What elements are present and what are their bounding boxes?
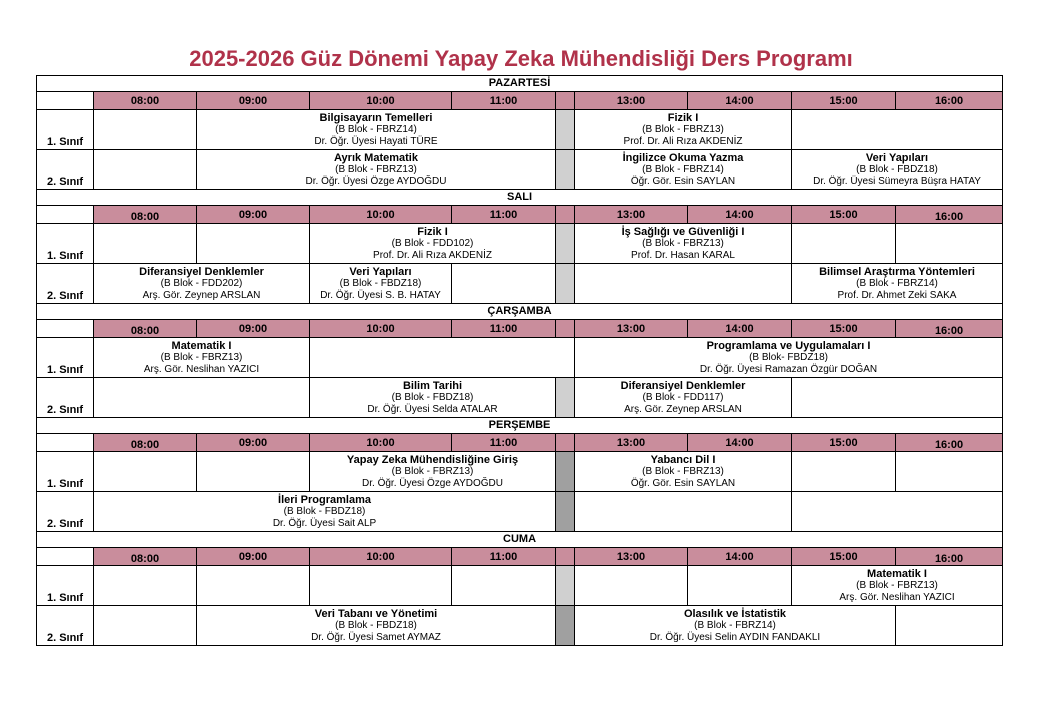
course-teacher: Öğr. Gör. Esin SAYLAN [630, 175, 736, 187]
hour-1100: 11:00 [452, 206, 556, 224]
course-teacher: Dr. Öğr. Üyesi Özge AYDOĞDU [305, 175, 447, 187]
hour-1500: 15:00 [792, 320, 896, 338]
class-label: 1. Sınıf [37, 338, 94, 378]
course-name: Diferansiyel Denklemler [139, 265, 264, 278]
course-room: (B Blok - FBRZ13) [642, 465, 724, 477]
course-name: Bilgisayarın Temelleri [319, 111, 433, 124]
lunch-gap [556, 434, 575, 452]
course-cell [310, 224, 556, 264]
class-label: 1. Sınıf [37, 110, 94, 150]
course-teacher: Arş. Gör. Neslihan YAZICI [839, 591, 955, 603]
hour-1100: 11:00 [452, 92, 556, 110]
course-cell [575, 224, 792, 264]
course-cell [792, 566, 1003, 606]
course-teacher: Arş. Gör. Zeynep ARSLAN [142, 289, 261, 301]
schedule-table [36, 75, 1003, 646]
class-label: 1. Sınıf [37, 452, 94, 492]
hour-1500: 15:00 [792, 548, 896, 566]
course-name: İleri Programlama [278, 493, 371, 506]
hour-1600: 16:00 [896, 92, 1003, 110]
course-cell [575, 452, 792, 492]
hour-1400: 14:00 [688, 434, 792, 452]
hour-0800: 08:00 [94, 206, 197, 224]
hour-1400: 14:00 [688, 320, 792, 338]
course-teacher: Prof. Dr. Ali Rıza AKDENİZ [373, 249, 492, 261]
hour-1400: 14:00 [688, 548, 792, 566]
course-room: (B Blok - FBRZ14) [335, 123, 417, 135]
class-label: 2. Sınıf [37, 264, 94, 304]
course-cell [575, 150, 792, 190]
hour-1000: 10:00 [310, 320, 452, 338]
hour-1000: 10:00 [310, 206, 452, 224]
course-teacher: Öğr. Gör. Esin SAYLAN [630, 477, 736, 489]
hour-1300: 13:00 [575, 548, 688, 566]
course-name: Bilim Tarihi [402, 379, 463, 392]
hour-0800: 08:00 [94, 548, 197, 566]
course-cell [197, 150, 556, 190]
course-room: (B Blok - FBDZ18) [335, 619, 417, 631]
hour-0900: 09:00 [197, 92, 310, 110]
day-header-wednesday: ÇARŞAMBA [37, 304, 1003, 320]
course-teacher: Dr. Öğr. Üyesi Sümeyra Büşra HATAY [813, 175, 981, 187]
lunch-gap [556, 206, 575, 224]
course-room: (B Blok - FBDZ18) [856, 163, 938, 175]
course-teacher: Dr. Öğr. Üyesi Selda ATALAR [367, 403, 498, 415]
course-name: Matematik I [867, 567, 927, 580]
hour-1100: 11:00 [452, 320, 556, 338]
course-room: (B Blok - FBRZ13) [335, 163, 417, 175]
course-cell [197, 110, 556, 150]
course-room: (B Blok - FBRZ14) [642, 163, 724, 175]
hour-0900: 09:00 [197, 206, 310, 224]
course-teacher: Dr. Öğr. Üyesi Samet AYMAZ [311, 631, 441, 643]
course-room: (B Blok - FDD117) [642, 391, 724, 403]
lunch-gap [556, 92, 575, 110]
course-name: Olasılık ve İstatistik [683, 607, 787, 620]
day-header-thursday: PERŞEMBE [37, 418, 1003, 434]
course-room: (B Blok - FBDZ18) [339, 277, 422, 289]
hour-0800: 08:00 [94, 320, 197, 338]
course-name: Diferansiyel Denklemler [620, 379, 746, 392]
course-room: (B Blok - FBRZ14) [856, 277, 938, 289]
hour-1000: 10:00 [310, 548, 452, 566]
hour-1100: 11:00 [452, 434, 556, 452]
course-name: İngilizce Okuma Yazma [622, 151, 744, 164]
hour-1400: 14:00 [688, 92, 792, 110]
class-label: 2. Sınıf [37, 606, 94, 646]
course-room: (B Blok - FBRZ13) [856, 579, 938, 591]
course-room: (B Blok - FBRZ13) [391, 465, 474, 477]
class-label: 2. Sınıf [37, 492, 94, 532]
course-room: (B Blok- FBDZ18) [749, 351, 828, 363]
hour-1100: 11:00 [452, 548, 556, 566]
course-name: Bilimsel Araştırma Yöntemleri [819, 265, 975, 278]
hour-1300: 13:00 [575, 206, 688, 224]
course-cell [310, 264, 452, 304]
hour-0900: 09:00 [197, 434, 310, 452]
course-teacher: Arş. Gör. Zeynep ARSLAN [624, 403, 742, 415]
course-room: (B Blok - FBRZ14) [694, 619, 776, 631]
lunch-gap [556, 320, 575, 338]
hour-1600: 16:00 [896, 434, 1003, 452]
course-cell [575, 378, 792, 418]
course-name: Fizik I [667, 111, 699, 124]
course-name: Yabancı Dil I [650, 453, 716, 466]
course-room: (B Blok - FBRZ13) [642, 123, 724, 135]
course-cell [310, 452, 556, 492]
hour-1000: 10:00 [310, 92, 452, 110]
course-name: Ayrık Matematik [334, 151, 418, 164]
course-name: Veri Tabanı ve Yönetimi [314, 607, 438, 620]
hour-0800: 08:00 [94, 92, 197, 110]
course-room: (B Blok - FDD102) [391, 237, 474, 249]
class-label: 2. Sınıf [37, 150, 94, 190]
hour-0800: 08:00 [94, 434, 197, 452]
course-cell [310, 378, 556, 418]
course-teacher: Prof. Dr. Ali Rıza AKDENİZ [623, 135, 743, 147]
course-room: (B Blok - FDD202) [160, 277, 243, 289]
course-teacher: Prof. Dr. Ahmet Zeki SAKA [837, 289, 957, 301]
course-name: Matematik I [171, 339, 232, 352]
class-label: 1. Sınıf [37, 566, 94, 606]
course-teacher: Dr. Öğr. Üyesi S. B. HATAY [320, 289, 441, 301]
hour-0900: 09:00 [197, 548, 310, 566]
course-cell [792, 264, 1003, 304]
course-room: (B Blok - FBRZ13) [642, 237, 724, 249]
hour-1600: 16:00 [896, 548, 1003, 566]
hour-1500: 15:00 [792, 206, 896, 224]
course-room: (B Blok - FBRZ13) [160, 351, 243, 363]
page-title: 2025-2026 Güz Dönemi Yapay Zeka Mühendisliği Ders Programı [189, 46, 853, 71]
course-cell [94, 492, 556, 532]
hour-1400: 14:00 [688, 206, 792, 224]
hour-1500: 15:00 [792, 92, 896, 110]
hour-1300: 13:00 [575, 92, 688, 110]
course-name: Veri Yapıları [865, 151, 929, 164]
course-teacher: Dr. Öğr. Üyesi Selin AYDIN FANDAKLI [649, 631, 821, 643]
course-cell [792, 150, 1003, 190]
course-room: (B Blok - FBDZ18) [391, 391, 474, 403]
class-label: 2. Sınıf [37, 378, 94, 418]
course-name: Veri Yapıları [349, 265, 412, 278]
course-cell [94, 264, 310, 304]
hour-1300: 13:00 [575, 320, 688, 338]
day-header-tuesday: SALI [37, 190, 1003, 206]
hour-1600: 16:00 [896, 206, 1003, 224]
course-teacher: Dr. Öğr. Üyesi Ramazan Özgür DOĞAN [699, 363, 878, 375]
course-cell [575, 338, 1003, 378]
course-name: İş Sağlığı ve Güvenliği I [621, 225, 745, 238]
hour-1000: 10:00 [310, 434, 452, 452]
day-header-friday: CUMA [37, 532, 1003, 548]
hour-0900: 09:00 [197, 320, 310, 338]
day-header-monday: PAZARTESİ [37, 76, 1003, 92]
hour-1300: 13:00 [575, 434, 688, 452]
class-label: 1. Sınıf [37, 224, 94, 264]
course-cell [575, 110, 792, 150]
lunch-gap [556, 548, 575, 566]
course-name: Programlama ve Uygulamaları I [706, 339, 871, 352]
course-name: Yapay Zeka Mühendisliğine Giriş [346, 453, 519, 466]
hour-1500: 15:00 [792, 434, 896, 452]
course-teacher: Prof. Dr. Hasan KARAL [631, 249, 735, 261]
course-teacher: Dr. Öğr. Üyesi Hayati TÜRE [314, 135, 438, 147]
course-teacher: Dr. Öğr. Üyesi Sait ALP [272, 517, 377, 529]
hour-1600: 16:00 [896, 320, 1003, 338]
course-cell [197, 606, 556, 646]
course-name: Fizik I [417, 225, 448, 238]
course-cell [575, 606, 896, 646]
course-teacher: Dr. Öğr. Üyesi Özge AYDOĞDU [362, 477, 503, 489]
course-room: (B Blok - FBDZ18) [283, 505, 366, 517]
course-cell [94, 338, 310, 378]
course-teacher: Arş. Gör. Neslihan YAZICI [143, 363, 260, 375]
